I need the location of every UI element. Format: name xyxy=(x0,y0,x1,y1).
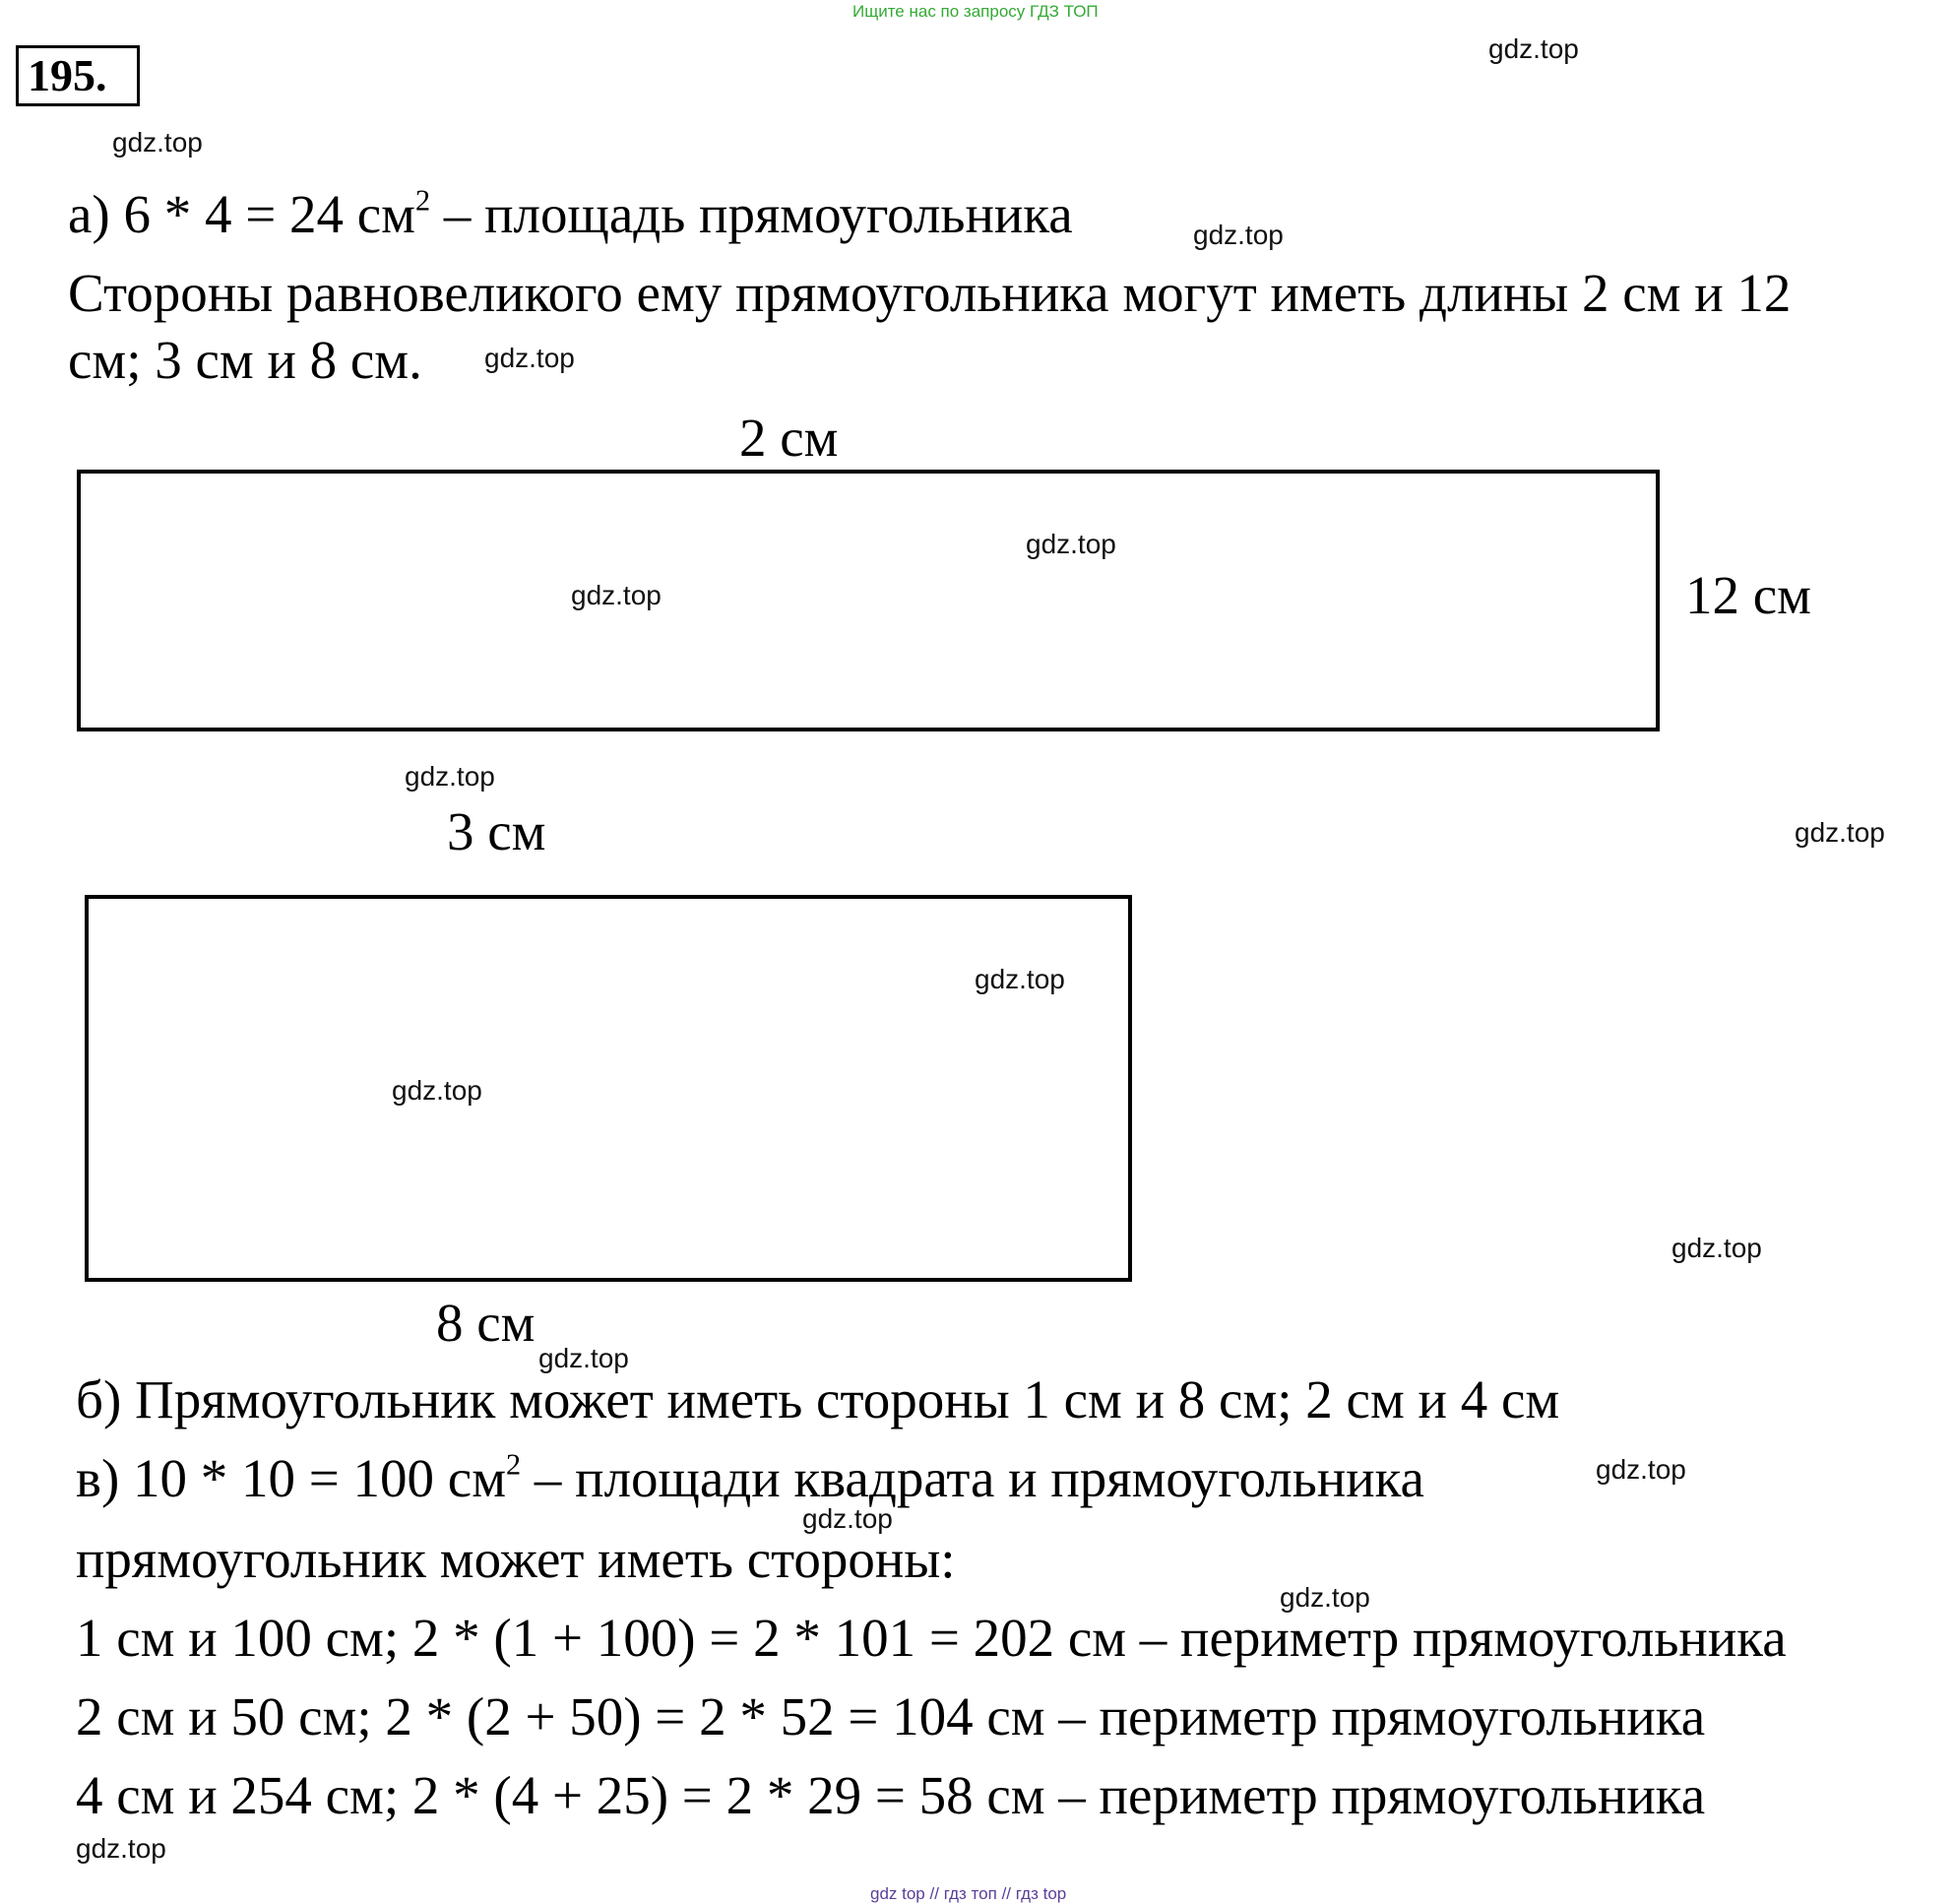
figure2-rectangle xyxy=(85,895,1132,1282)
watermark: gdz.top xyxy=(392,1075,482,1106)
watermark: gdz.top xyxy=(1671,1233,1762,1263)
footer-link-3[interactable]: гдз top xyxy=(1015,1884,1067,1903)
figure1-side-label: 12 см xyxy=(1685,565,1811,625)
part-v-line-2: прямоугольник может иметь стороны: xyxy=(76,1529,956,1589)
part-v-area-caption: – площади квадрата и прямоугольника xyxy=(521,1448,1424,1508)
footer-links xyxy=(870,1884,1066,1904)
superscript: 2 xyxy=(414,183,431,218)
part-a-line-3: см; 3 см и 8 см. xyxy=(68,330,422,390)
watermark: gdz.top xyxy=(484,343,575,373)
watermark: gdz.top xyxy=(975,964,1065,994)
figure1-rectangle xyxy=(77,470,1660,731)
figure1-top-label: 2 см xyxy=(739,408,839,468)
footer-separator: // xyxy=(929,1884,939,1903)
part-v-line-3: 1 см и 100 см; 2 * (1 + 100) = 2 * 101 = 202 см – периметр прямоугольника xyxy=(76,1608,1787,1668)
watermark: gdz.top xyxy=(802,1503,893,1534)
watermark: gdz.top xyxy=(1488,33,1579,64)
part-a-area-formula: а) 6 * 4 = 24 см xyxy=(68,184,415,244)
footer-link-2[interactable]: гдз топ xyxy=(943,1884,997,1903)
part-v-line-5: 4 см и 254 см; 2 * (4 + 25) = 2 * 29 = 58 см – периметр прямоугольника xyxy=(76,1765,1706,1825)
watermark: gdz.top xyxy=(1193,220,1284,250)
watermark: gdz.top xyxy=(571,580,662,610)
watermark: gdz.top xyxy=(1795,817,1885,848)
part-v-area-formula: в) 10 * 10 = 100 см xyxy=(76,1448,507,1508)
watermark: gdz.top xyxy=(112,127,203,158)
watermark: gdz.top xyxy=(538,1343,629,1373)
part-v-line-1 xyxy=(76,1447,1424,1508)
part-b-line: б) Прямоугольник может иметь стороны 1 см и 8 см; 2 см и 4 см xyxy=(76,1369,1560,1429)
figure2-top-label: 3 см xyxy=(447,801,546,861)
watermark: gdz.top xyxy=(405,761,495,792)
footer-link-1[interactable]: gdz top xyxy=(870,1884,925,1903)
part-v-line-4: 2 см и 50 см; 2 * (2 + 50) = 2 * 52 = 104 см – периметр прямоугольника xyxy=(76,1686,1706,1746)
watermark: gdz.top xyxy=(1280,1582,1370,1613)
superscript: 2 xyxy=(506,1447,522,1482)
part-a-area-caption: – площадь прямоугольника xyxy=(430,184,1073,244)
search-hint[interactable]: Ищите нас по запросу ГДЗ ТОП xyxy=(852,2,1099,21)
footer-separator: // xyxy=(1001,1884,1012,1903)
problem-number: 195. xyxy=(28,50,107,100)
part-a-line-1 xyxy=(68,183,1073,244)
watermark: gdz.top xyxy=(76,1833,166,1864)
watermark: gdz.top xyxy=(1026,529,1116,559)
part-a-line-2: Стороны равновеликого ему прямоугольника могут иметь длины 2 см и 12 xyxy=(68,263,1792,323)
figure2-bottom-label: 8 см xyxy=(436,1293,536,1353)
watermark: gdz.top xyxy=(1596,1454,1686,1485)
